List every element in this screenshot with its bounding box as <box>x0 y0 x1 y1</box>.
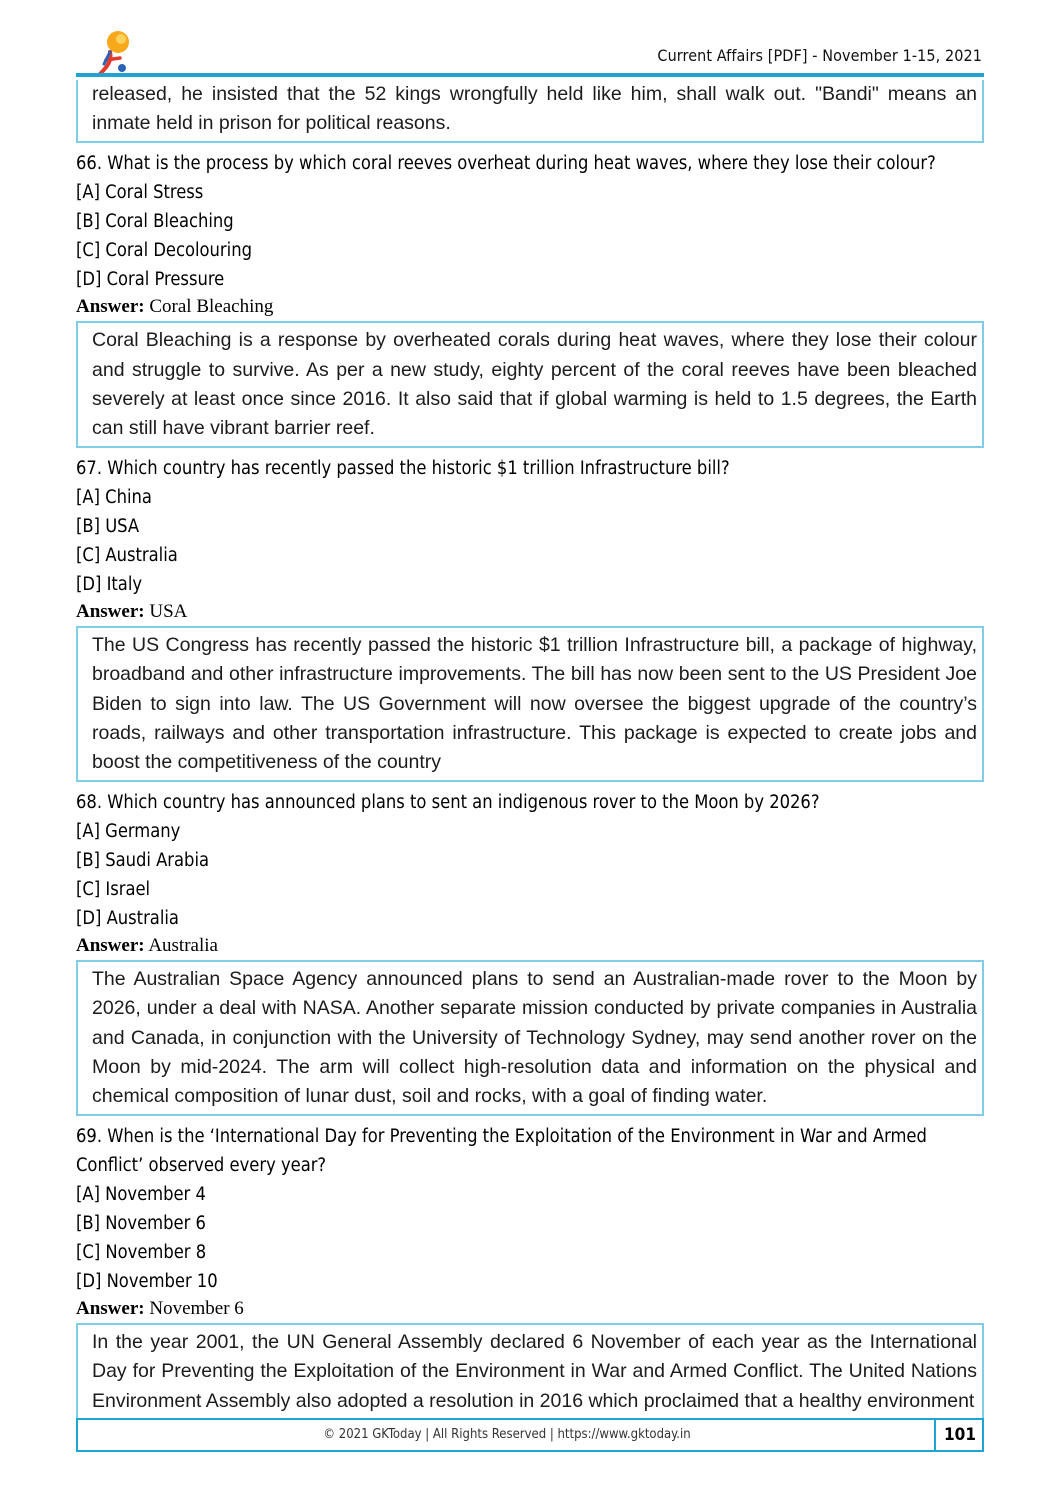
answer-line <box>76 933 984 959</box>
answer-line <box>76 1296 984 1322</box>
option-a: [A] China <box>76 487 152 509</box>
explanation-box: The US Congress has recently passed the historic $1 trillion Infrastructure bill, a package of highway, broadband and other infrastructure improvements. The bill has now been sent to the US President Joe Biden to sign into law. The US Government will now oversee the biggest upgrade of the country’s roads, railways and other transportation infrastructure. This package is expected to create jobs and boost the competitiveness of the country <box>76 626 984 782</box>
option-c: [C] Australia <box>76 545 178 567</box>
question-text: 67. Which country has recently passed the historic $1 trillion Infrastructure bill? <box>76 458 730 480</box>
answer-value: USA <box>149 601 188 623</box>
footer-copyright: © 2021 GKToday | All Rights Reserved | https://www.gktoday.in <box>323 1427 691 1442</box>
answer-label: Answer: <box>76 601 145 623</box>
explanation-box: The Australian Space Agency announced plans to send an Australian-made rover to the Moon by 2026, under a deal with NASA. Another separate mission conducted by private companies in Australia and Canada, in conjunction with the University of Technology Sydney, may send another rover on the Moon by mid-2024. The arm will collect high-resolution data and information on the physical and chemical composition of lunar dust, soil and rocks, with a goal of finding water. <box>76 960 984 1116</box>
explanation-box: Coral Bleaching is a response by overheated corals during heat waves, where they lose their colour and struggle to survive. As per a new study, eighty percent of the coral reeves have been bleached severely at least once since 2016. It also said that if global warming is held to 1.5 degrees, the Earth can still have vibrant barrier reef. <box>76 321 984 448</box>
option-c: [C] November 8 <box>76 1242 207 1264</box>
question-text: 66. What is the process by which coral reeves overheat during heat waves, where they lose their colour? <box>76 153 936 175</box>
option-c: [C] Coral Decolouring <box>76 240 252 262</box>
header-rule <box>76 73 984 77</box>
option-d: [D] November 10 <box>76 1271 218 1293</box>
option-a: [A] Germany <box>76 821 181 843</box>
answer-label: Answer: <box>76 935 145 957</box>
answer-line <box>76 294 984 320</box>
answer-value: Australia <box>148 935 218 957</box>
option-d: [D] Australia <box>76 908 179 930</box>
question-text: 68. Which country has announced plans to sent an indigenous rover to the Moon by 2026? <box>76 792 820 814</box>
answer-label: Answer: <box>76 296 145 318</box>
answer-line <box>76 599 984 625</box>
page-number: 101 <box>944 1425 976 1445</box>
option-a: [A] Coral Stress <box>76 182 204 204</box>
page-footer <box>76 1418 984 1452</box>
option-b: [B] November 6 <box>76 1213 206 1235</box>
explanation-box: In the year 2001, the UN General Assembly declared 6 November of each year as the International Day for Preventing the Exploitation of the Environment in War and Armed Conflict. The United Nations Environment Assembly also adopted a resolution in 2016 which proclaimed that a healthy environment <box>76 1323 984 1441</box>
answer-value: November 6 <box>149 1298 244 1320</box>
question-block <box>76 1122 984 1441</box>
main-content <box>76 80 984 1447</box>
question-text: 69. When is the ‘International Day for Preventing the Exploitation of the Environment in War and Armed Conflict’ observed every year? <box>76 1126 927 1177</box>
question-block <box>76 788 984 1116</box>
page-header <box>76 28 984 76</box>
carryover-explanation: released, he insisted that the 52 kings wrongfully held like him, shall walk out. "Bandi" means an inmate held in prison for political reasons. <box>76 80 984 143</box>
option-b: [B] Coral Bleaching <box>76 211 234 233</box>
answer-label: Answer: <box>76 1298 145 1320</box>
question-block <box>76 454 984 782</box>
option-a: [A] November 4 <box>76 1184 206 1206</box>
header-title: Current Affairs [PDF] - November 1-15, 2021 <box>657 46 982 65</box>
option-d: [D] Coral Pressure <box>76 269 225 291</box>
option-b: [B] Saudi Arabia <box>76 850 210 872</box>
option-d: [D] Italy <box>76 574 143 596</box>
answer-value: Coral Bleaching <box>149 296 274 318</box>
option-b: [B] USA <box>76 516 140 538</box>
gktoday-logo-icon <box>94 30 134 76</box>
option-c: [C] Israel <box>76 879 151 901</box>
question-block <box>76 149 984 448</box>
